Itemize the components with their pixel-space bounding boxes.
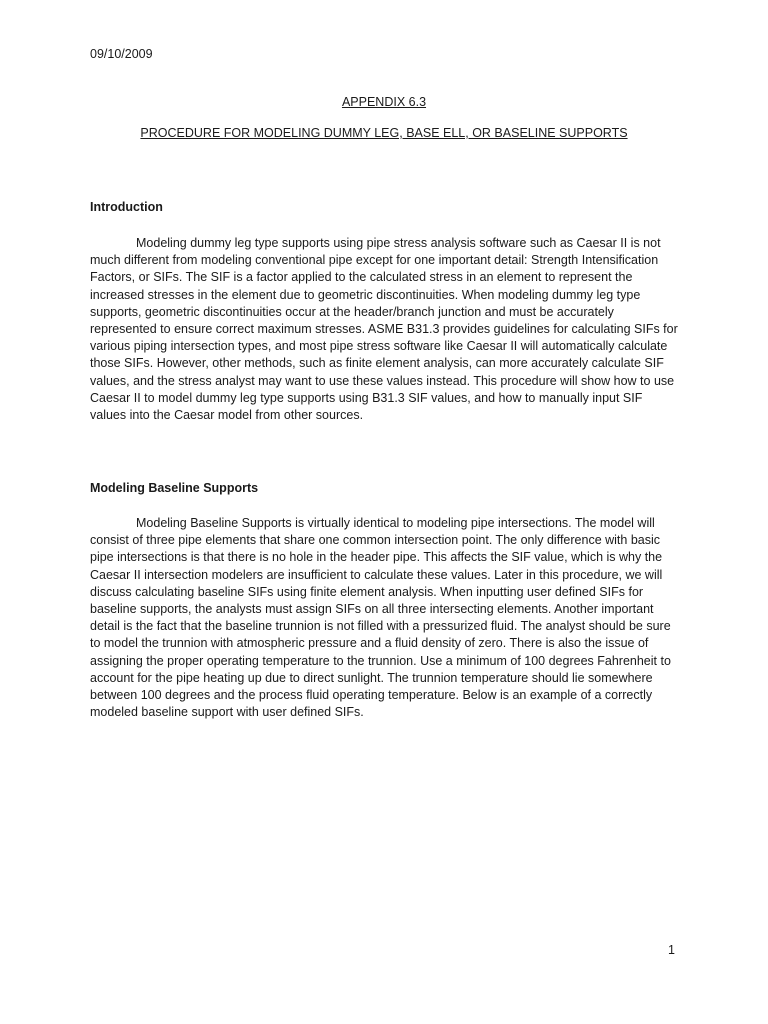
section-heading-modeling-baseline-supports: Modeling Baseline Supports <box>90 481 259 495</box>
appendix-label: APPENDIX 6.3 <box>341 95 427 109</box>
section-heading-introduction: Introduction <box>90 200 163 214</box>
document-date: 09/10/2009 <box>90 47 153 61</box>
page-number: 1 <box>668 943 675 957</box>
document-title: PROCEDURE FOR MODELING DUMMY LEG, BASE ELL, OR BASELINE SUPPORTS <box>140 126 628 140</box>
section-body-introduction: Modeling dummy leg type supports using pipe stress analysis software such as Caesar II is not much different from modeling conventional pipe except for one important detail: Strength Intensification Factors, or SIFs. The SIF is a factor applied to the calculated stress in an element to represent the increased stresses in the element due to geometric discontinuities. When modeling dummy leg type supports, geometric discontinuities occur at the header/branch junction and must be accurately represented to ensure correct maximum stresses. ASME B31.3 provides guidelines for calculating SIFs for various piping intersection types, and most pipe stress software like Caesar II will automatically calculate those SIFs. However, other methods, such as finite element analysis, can more accurately calculate SIF values, and the stress analyst may want to use these values instead. This procedure will show how to use Caesar II to model dummy leg type supports using B31.3 SIF values, and how to manually input SIF values into the Caesar model from other sources. <box>90 236 678 423</box>
section-body-modeling-baseline-supports: Modeling Baseline Supports is virtually identical to modeling pipe intersections. The model will consist of three pipe elements that share one common intersection point. The only difference with basic pipe intersections is that there is no hole in the header pipe. This affects the SIF value, which is why the Caesar II intersection modelers are insufficient to calculate these values. Later in this procedure, we will discuss calculating baseline SIFs using finite element analysis. When inputting user defined SIFs for baseline supports, the analysts must assign SIFs on all three intersecting elements. Another important detail is the fact that the baseline trunnion is not filled with a pressurized fluid. The analyst should be sure to model the trunnion with atmospheric pressure and a fluid density of zero. There is also the issue of assigning the proper operating temperature to the trunnion. Use a minimum of 100 degrees Fahrenheit to account for the pipe heating up due to direct sunlight. The trunnion temperature should lie somewhere between 100 degrees and the process fluid operating temperature. Below is an example of a correctly modeled baseline support with user defined SIFs. <box>90 516 671 720</box>
